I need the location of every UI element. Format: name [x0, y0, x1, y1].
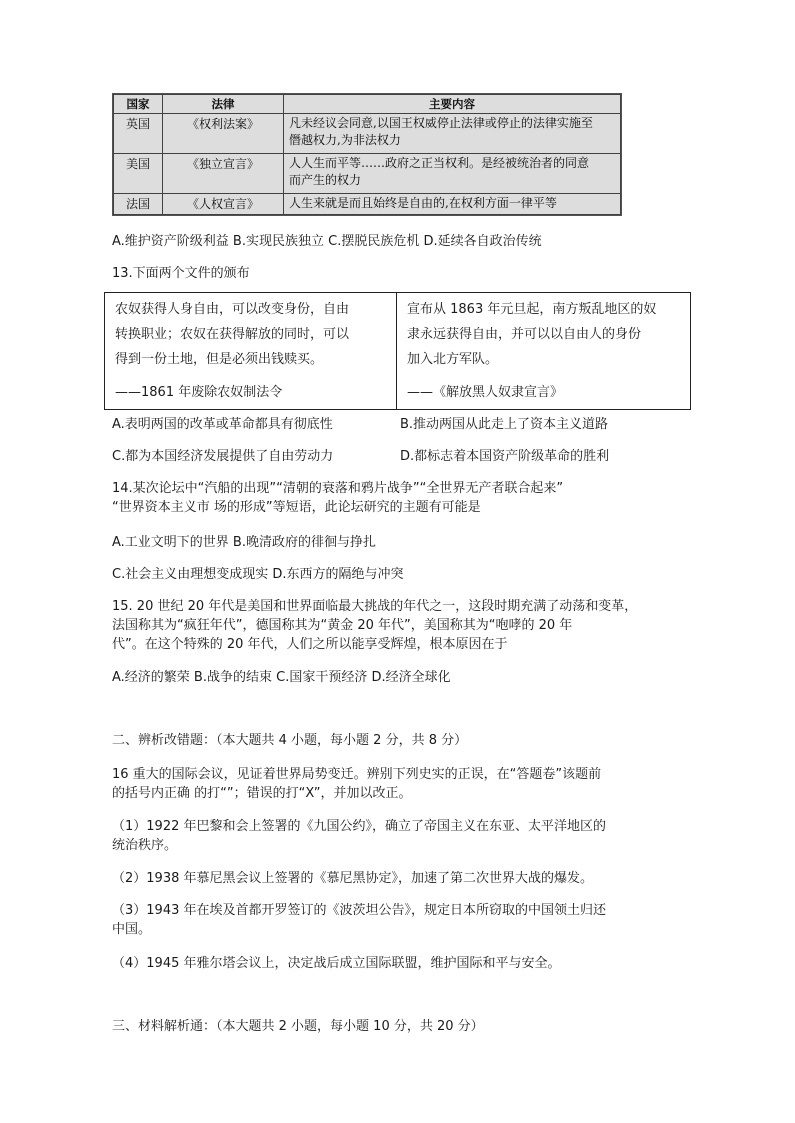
q12-options: A.维护资产阶级利益 B.实现民族独立 C.摆脱民族危机 D.延续各自政治传统 [112, 234, 542, 249]
row-country: 美国 [114, 153, 163, 193]
row-content [284, 153, 621, 193]
row-content [284, 193, 621, 215]
table-row [114, 153, 621, 193]
header-law: 法律 [163, 95, 284, 114]
q16-item3-line2: 中国。 [112, 922, 152, 937]
text-line: 隶永远获得自由，并可以以自由人的身份 [407, 327, 642, 342]
q16-item1-line2: 统治秩序。 [112, 838, 178, 853]
q13-option-a: A.表明两国的改革或革命都具有彻底性 [112, 417, 333, 432]
q14-options-1: A.工业文明下的世界 B.晚清政府的徘徊与挣扎 [112, 535, 376, 550]
row-country: 英国 [114, 114, 163, 154]
q16-item4: （4）1945 年雅尔塔会议上，决定战后成立国际联盟，维护国际和平与安全。 [112, 956, 561, 971]
section3-heading: 三、材料解析通：（本大题共 2 小题，每小题 10 分，共 20 分） [112, 1019, 484, 1034]
section2-heading: 二、辨析改错题：（本大题共 4 小题，每小题 2 分，共 8 分） [112, 733, 468, 748]
q14-stem-line2: “世界资本主义市 场的形成”等短语，此论坛研究的主题有可能是 [112, 500, 481, 515]
row-content-line: 而产生的权力 [289, 172, 362, 187]
q13-stem: 13.下面两个文件的颁布 [112, 266, 250, 281]
row-law: 《人权宣言》 [163, 193, 284, 215]
text-line: 得到一份土地，但是必须出钱赎买。 [115, 352, 324, 367]
row-content-line: 凡未经议会同意,以国王权威停止法律或停止的法律实施至 [289, 116, 593, 130]
row-law: 《权利法案》 [163, 114, 284, 154]
q16-item2: （2）1938 年慕尼黑会议上签署的《慕尼黑协定》，加速了第二次世界大战的爆发。 [112, 871, 593, 886]
q14-stem-line1: 14.某次论坛中“汽船的出现”“清朝的衰落和鸦片战争”“全世界无产者联合起来” [112, 481, 564, 496]
q15-stem-line1: 15. 20 世纪 20 年代是美国和世界面临最大挑战的年代之一，这段时期充满了动荡和变革， [112, 599, 638, 614]
row-content-line: 僭越权力,为非法权力 [289, 133, 401, 147]
law-table [113, 94, 621, 215]
q16-item1-line1: （1）1922 年巴黎和会上签署的《九国公约》，确立了帝国主义在东亚、太平洋地区的 [112, 819, 606, 834]
text-line: 转换职业；农奴在获得解放的同时，可以 [115, 327, 350, 342]
q13-option-b: B.推动两国从此走上了资本主义道路 [400, 417, 609, 432]
q13-right-document [397, 293, 690, 409]
text-line: 农奴获得人身自由，可以改变身份，自由 [115, 302, 350, 317]
table-row [114, 114, 621, 154]
table-row [114, 193, 621, 215]
q15-stem-line2: 法国称其为“疯狂年代”，德国称其为“黄金 20 年代”，美国称其为“咆哮的 20 年 [112, 618, 573, 633]
left-source: ——1861 年废除农奴制法令 [115, 385, 283, 400]
q16-stem-line2: 的括号内正确 的打“”；错误的打“X”，并加以改正。 [112, 786, 412, 801]
law-table-scan [112, 93, 622, 216]
text-line: 宣布从 1863 年元旦起，南方叛乱地区的奴 [407, 302, 657, 317]
q16-item3-line1: （3）1943 年在埃及首都开罗签订的《波茨坦公告》，规定日本所窃取的中国领土归还 [112, 903, 606, 918]
row-content [284, 114, 621, 154]
q15-options: A.经济的繁荣 B.战争的结束 C.国家干预经济 D.经济全球化 [112, 670, 451, 685]
q13-option-d: D.都标志着本国资产阶级革命的胜利 [400, 449, 610, 464]
row-content-line: 人人生而平等……政府之正当权利。是经被统治者的同意 [289, 155, 590, 170]
row-country: 法国 [114, 193, 163, 215]
row-content-line: 人生来就是而且始终是自由的,在权利方面一律平等 [289, 195, 557, 210]
q13-left-document [105, 293, 397, 409]
row-law: 《独立宣言》 [163, 153, 284, 193]
q13-documents-table [104, 292, 691, 410]
right-source: ——《解放黑人奴隶宣言》 [407, 385, 564, 400]
header-country: 国家 [114, 95, 163, 114]
q13-option-c: C.都为本国经济发展提供了自由劳动力 [112, 449, 334, 464]
q14-options-2: C.社会主义由理想变成现实 D.东西方的隔绝与冲突 [112, 567, 404, 582]
q15-stem-line3: 代”。在这个特殊的 20 年代，人们之所以能享受辉煌，根本原因在于 [112, 637, 508, 652]
q16-stem-line1: 16 重大的国际会议，见证着世界局势变迁。辨别下列史实的正误，在“答题卷”该题前 [112, 767, 602, 782]
text-line: 加入北方军队。 [407, 352, 499, 367]
header-content: 主要内容 [284, 95, 621, 114]
law-table-header [114, 95, 621, 114]
